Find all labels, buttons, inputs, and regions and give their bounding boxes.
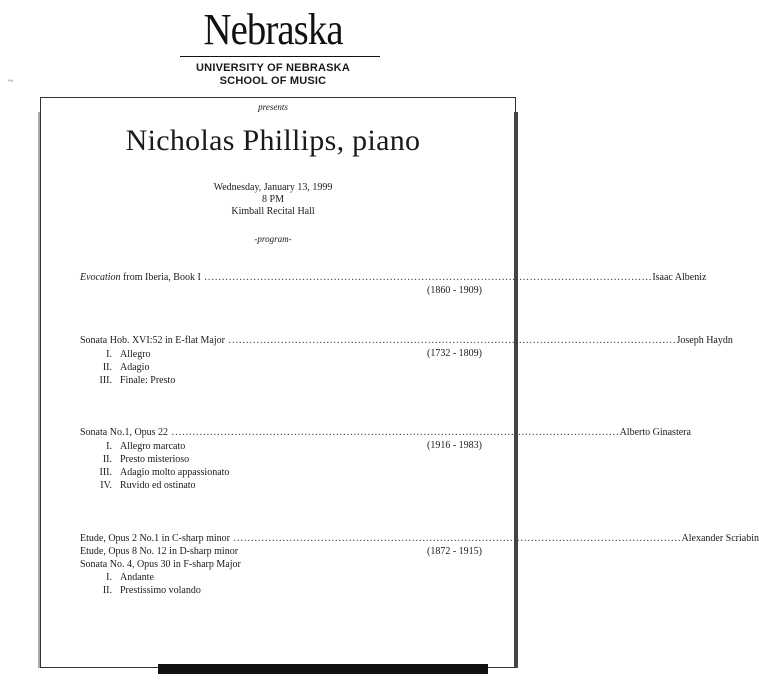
work-title-extra: Sonata No. 4, Opus 30 in F-sharp Major bbox=[80, 559, 241, 570]
leader-dots: ................................................................................................................................ bbox=[230, 533, 682, 544]
work-title-extra: Etude, Opus 8 No. 12 in D-sharp minor bbox=[80, 546, 239, 557]
movement-item: I. Allegro marcato bbox=[106, 441, 186, 452]
movement-item: IV. Ruvido ed ostinato bbox=[100, 480, 196, 491]
work-title: Sonata No.1, Opus 22 bbox=[80, 427, 169, 438]
program-entry-haydn bbox=[80, 335, 733, 347]
leader-dots: ................................................................................................................................ bbox=[200, 272, 653, 283]
event-venue: Kimball Recital Hall bbox=[231, 206, 315, 217]
program-entry-ginastera bbox=[80, 427, 691, 439]
composer-name: Joseph Haydn bbox=[676, 335, 733, 346]
movement-item: I. Allegro bbox=[106, 349, 151, 360]
movement-item: III. Finale: Presto bbox=[99, 375, 176, 386]
school-header bbox=[0, 5, 546, 88]
composer-dates: (1916 - 1983) bbox=[427, 440, 482, 451]
composer-dates: (1872 - 1915) bbox=[427, 546, 482, 557]
margin-mark: ~ bbox=[8, 76, 14, 87]
movement-item: II. Presto misterioso bbox=[102, 454, 190, 465]
nebraska-logo: Nebraska bbox=[203, 5, 343, 54]
composer-name: Alberto Ginastera bbox=[619, 427, 691, 438]
program-label: -program- bbox=[254, 234, 292, 244]
logo-underline bbox=[180, 56, 380, 57]
composer-name: Isaac Albeniz bbox=[652, 272, 707, 283]
program-entry-albeniz bbox=[80, 272, 707, 284]
composer-dates: (1732 - 1809) bbox=[427, 348, 482, 359]
university-line: UNIVERSITY OF NEBRASKA bbox=[196, 62, 350, 74]
movement-item: III. Adagio molto appassionato bbox=[99, 467, 230, 478]
movement-item: I. Andante bbox=[106, 572, 154, 583]
recital-title: Nicholas Phillips, piano bbox=[125, 124, 421, 157]
movement-item: II. Prestissimo volando bbox=[102, 585, 201, 596]
bottom-bar bbox=[158, 664, 488, 674]
event-time: 8 PM bbox=[262, 194, 284, 205]
work-title: Etude, Opus 2 No.1 in C-sharp minor bbox=[80, 533, 230, 544]
work-title: from Iberia, Book I bbox=[120, 272, 201, 283]
composer-dates: (1860 - 1909) bbox=[427, 285, 482, 296]
movement-item: II. Adagio bbox=[102, 362, 150, 373]
program-entry-scriabin bbox=[80, 533, 759, 545]
school-line: SCHOOL OF MUSIC bbox=[219, 75, 327, 87]
leader-dots: ................................................................................................................................ bbox=[224, 335, 677, 346]
leader-dots: ................................................................................................................................ bbox=[168, 427, 620, 438]
event-date: Wednesday, January 13, 1999 bbox=[213, 182, 333, 193]
work-title-italic: Evocation bbox=[80, 272, 121, 283]
presents-text: presents bbox=[258, 102, 288, 112]
work-title: Sonata Hob. XVI:52 in E-flat Major bbox=[80, 335, 225, 346]
composer-name: Alexander Scriabin bbox=[681, 533, 759, 544]
